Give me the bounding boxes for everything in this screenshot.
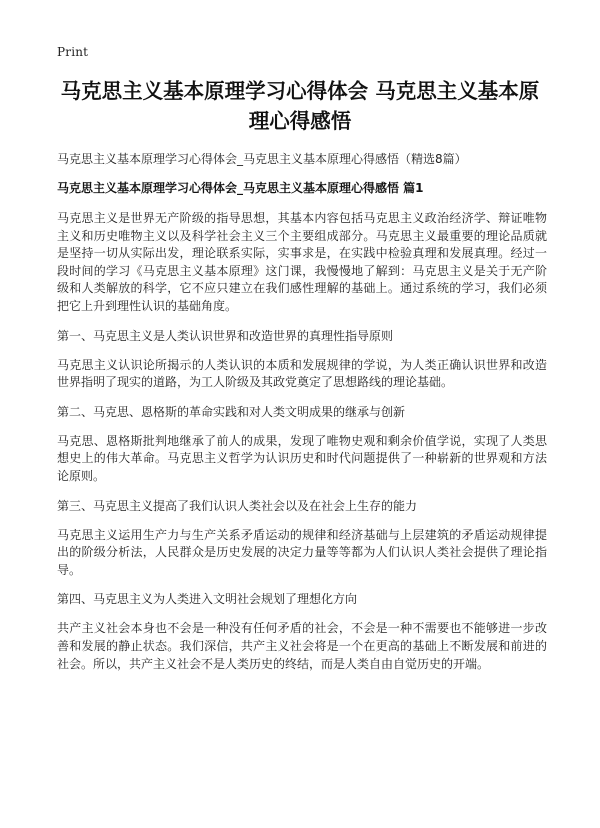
title-line-2: 理心得感悟	[248, 109, 352, 133]
print-label[interactable]: Print	[57, 45, 89, 59]
point-3-body: 马克思主义运用生产力与生产关系矛盾运动的规律和经济基础与上层建筑的矛盾运动规律提出的阶级分析法，人民群众是历史发展的决定力量等等都为人们认识人类社会提供了理论指导。	[57, 527, 547, 577]
intro-paragraph: 马克思主义是世界无产阶级的指导思想，其基本内容包括马克思主义政治经济学、辩证唯物主义和历史唯物主义以及科学社会主义三个主要组成部分。马克思主义最重要的理论品质就是坚持一切从实际出发，理论联系实际，实事求是，在实践中检验真理和发展真理。经过一段时间的学习《马克思主义基本原理》这门课，我慢慢地了解到：马克思主义是关于无产阶级和人类解放的科学，它不应只建立在我们感性理解的基础上。通过系统的学习，我们必须把它上升到理性认识的基础角度。	[57, 211, 547, 313]
point-1-heading: 第一、马克思主义是人类认识世界和改造世界的真理性指导原则	[57, 328, 394, 343]
point-1-body: 马克思主义认识论所揭示的人类认识的本质和发展规律的学说，为人类正确认识世界和改造世界指明了现实的道路，为工人阶级及其政党奠定了思想路线的理论基础。	[57, 357, 547, 390]
page-title	[30, 76, 570, 136]
title-line-1: 马克思主义基本原理学习心得体会 马克思主义基本原	[60, 79, 540, 103]
point-2-body: 马克思、恩格斯批判地继承了前人的成果，发现了唯物史观和剩余价值学说，实现了人类思想史上的伟大革命。马克思主义哲学为认识历史和时代问题提供了一种崭新的世界观和方法论原则。	[57, 433, 547, 483]
point-4-heading: 第四、马克思主义为人类进入文明社会规划了理想化方向	[57, 592, 358, 607]
point-2-heading: 第二、马克思、恩格斯的革命实践和对人类文明成果的继承与创新	[57, 404, 406, 419]
point-4-body: 共产主义社会本身也不会是一种没有任何矛盾的社会，不会是一种不需要也不能够进一步改善和发展的静止状态。我们深信，共产主义社会将是一个在更高的基础上不断发展和前进的社会。所以，共产主义社会不是人类历史的终结，而是人类自由自觉历史的开端。	[57, 621, 547, 671]
document-subtitle: 马克思主义基本原理学习心得体会_马克思主义基本原理心得感悟（精选8篇）	[57, 152, 467, 166]
point-3-heading: 第三、马克思主义提高了我们认识人类社会以及在社会上生存的能力	[57, 498, 418, 513]
article-body	[57, 210, 547, 685]
section-heading: 马克思主义基本原理学习心得体会_马克思主义基本原理心得感悟 篇1	[57, 181, 424, 195]
